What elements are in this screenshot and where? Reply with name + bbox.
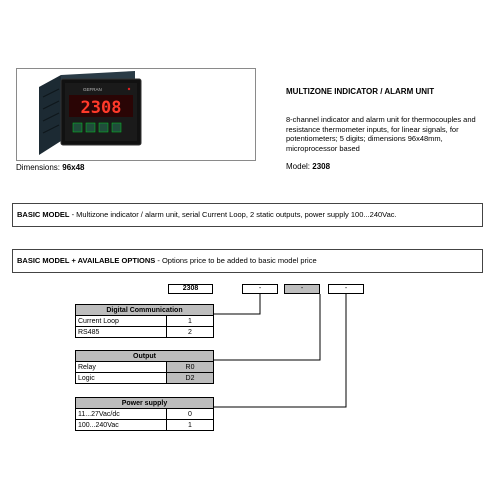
product-photo [17, 69, 255, 160]
option-table-power-supply [75, 397, 214, 431]
table-row[interactable] [76, 316, 214, 327]
option-label: 11...27Vac/dc [76, 409, 167, 420]
option-code: D2 [167, 373, 214, 384]
order-code-slot-1[interactable]: - [242, 284, 278, 294]
basic-model-box [12, 203, 483, 227]
option-code: 0 [167, 409, 214, 420]
dimensions-label: Dimensions: [16, 163, 61, 172]
option-table-output [75, 350, 214, 384]
table-row[interactable] [76, 373, 214, 384]
options-header-text: - Options price to be added to basic model price [155, 256, 317, 265]
options-header-box [12, 249, 483, 273]
basic-model-label: BASIC MODEL [17, 210, 70, 219]
model-value: 2308 [312, 162, 331, 171]
product-title: MULTIZONE INDICATOR / ALARM UNIT [286, 87, 435, 96]
option-label: Current Loop [76, 316, 167, 327]
option-group-title: Digital Communication [76, 305, 214, 316]
option-code: 2 [167, 327, 214, 338]
option-code: R0 [167, 362, 214, 373]
option-group-title: Power supply [76, 398, 214, 409]
dimensions-caption [16, 163, 85, 172]
option-table-digital-communication [75, 304, 214, 338]
product-description: 8-channel indicator and alarm unit for thermocouples and resistance thermometer inputs, for linear signals, for potentiometers; 5 digits; dimensions 96x48mm, microprocessor based [286, 115, 476, 153]
table-row[interactable] [76, 409, 214, 420]
table-row[interactable] [76, 420, 214, 431]
option-label: Relay [76, 362, 167, 373]
product-photo-frame [16, 68, 256, 161]
dimensions-value: 96x48 [62, 163, 85, 172]
device-display: 2308 [80, 98, 122, 118]
option-label: 100...240Vac [76, 420, 167, 431]
order-code-slot-3[interactable]: - [328, 284, 364, 294]
option-group-title: Output [76, 351, 214, 362]
table-row[interactable] [76, 362, 214, 373]
options-header-label: BASIC MODEL + AVAILABLE OPTIONS [17, 256, 156, 265]
option-code: 1 [167, 316, 214, 327]
option-label: Logic [76, 373, 167, 384]
table-row[interactable] [76, 327, 214, 338]
order-code-base: 2308 [168, 284, 213, 294]
model-line [286, 162, 330, 171]
device-brand: GEFRAN [83, 87, 102, 92]
option-label: RS485 [76, 327, 167, 338]
model-label: Model: [286, 162, 311, 171]
basic-model-text: - Multizone indicator / alarm unit, serial Current Loop, 2 static outputs, power supply 100...240Vac. [69, 210, 397, 219]
order-code-slot-2[interactable]: - [284, 284, 320, 294]
option-code: 1 [167, 420, 214, 431]
